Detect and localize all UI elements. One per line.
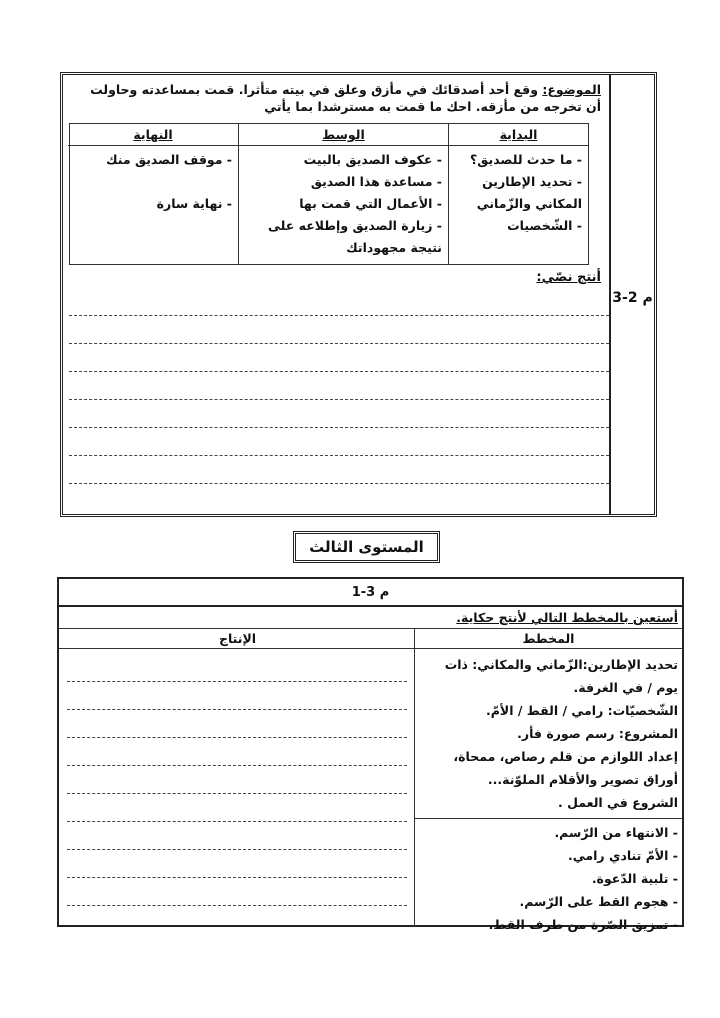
- list-item: - الأعمال التي قمت بها: [299, 196, 442, 211]
- column-header: الوسط: [239, 124, 448, 146]
- column-end: [68, 124, 238, 264]
- writing-line[interactable]: [67, 681, 407, 682]
- writing-line[interactable]: [69, 343, 609, 344]
- plan-table: [59, 629, 682, 932]
- task-content: [63, 75, 611, 514]
- list-item: نتيجة مجهوداتك: [346, 240, 442, 255]
- plan-column: [414, 629, 682, 932]
- production-column: [59, 629, 416, 927]
- list-item: - عكوف الصديق بالبيت: [303, 152, 442, 167]
- task-number-column: [611, 75, 654, 514]
- plan-line: - تمزيق الصّرة من طرف القط.: [488, 917, 678, 932]
- list-item: - مساعدة هذا الصديق: [310, 174, 442, 189]
- plan-line: تحديد الإطارين:الزّماني والمكاني: ذات: [444, 657, 678, 672]
- writing-line[interactable]: [69, 371, 609, 372]
- plan-line: الشّخصيّات: رامي / القط / الأمّ.: [486, 703, 678, 718]
- task-number-label: م 3-1: [59, 579, 682, 607]
- writing-line[interactable]: [67, 821, 407, 822]
- subject-body: وقع أحد أصدقائك في مأزق وعلق في بيته متأثرا. قمت بمساعدته وحاولت أن تخرجه من مأزقه. احك ما قمت به مسترشدا بما يأتي: [90, 82, 601, 114]
- writing-line[interactable]: [69, 455, 609, 456]
- subject-text: [71, 81, 601, 115]
- plan-line: المشروع: رسم صورة فأر.: [517, 726, 678, 741]
- writing-line[interactable]: [67, 793, 407, 794]
- writing-line[interactable]: [69, 483, 609, 484]
- list-item: - زيارة الصديق وإطلاعه على: [268, 218, 442, 233]
- story-plan-box: [57, 577, 684, 932]
- level-title: المستوى الثالث: [293, 531, 440, 563]
- plan-line: - هجوم القط على الرّسم.: [519, 894, 678, 909]
- writing-line[interactable]: [67, 905, 407, 906]
- writing-line[interactable]: [67, 709, 407, 710]
- writing-line[interactable]: [69, 427, 609, 428]
- column-header: النهاية: [68, 124, 238, 146]
- writing-line[interactable]: [67, 849, 407, 850]
- instruction-text: أستعين بالمخطط التالي لأنتج حكاية.: [59, 607, 682, 629]
- writing-line[interactable]: [67, 765, 407, 766]
- writing-line[interactable]: [69, 315, 609, 316]
- writing-line[interactable]: [67, 877, 407, 878]
- list-item: - موقف الصديق منك: [106, 152, 232, 167]
- list-item: - ما حدث للصديق؟: [469, 152, 582, 167]
- writing-line[interactable]: [69, 399, 609, 400]
- list-item: - الشّخصيات: [507, 218, 582, 233]
- plan-line: الشروع في العمل .: [558, 795, 678, 810]
- divider: [415, 818, 682, 819]
- plan-line: إعداد اللوازم من قلم رصاص، ممحاة،: [453, 749, 678, 764]
- column-middle: [238, 124, 448, 264]
- plan-line: يوم / في الغرفة.: [573, 680, 678, 695]
- column-header: المخطط: [415, 629, 682, 649]
- story-structure-table: [69, 123, 589, 265]
- plan-line: - تلبية الدّعوة.: [591, 871, 678, 886]
- column-header: البداية: [449, 124, 588, 146]
- plan-line: - الأمّ تنادي رامي.: [568, 848, 678, 863]
- column-header: الإنتاج: [59, 629, 416, 649]
- writing-line[interactable]: [67, 737, 407, 738]
- writing-task-box: [60, 72, 657, 517]
- plan-line: أوراق تصوير والأقلام الملوّنة...: [487, 772, 678, 787]
- list-item: - تحديد الإطارين: [482, 174, 582, 189]
- plan-line: - الانتهاء من الرّسم.: [554, 825, 678, 840]
- list-item: المكاني والزّماني: [476, 196, 582, 211]
- column-beginning: [448, 124, 588, 264]
- task-number-label: م 2-3: [612, 290, 653, 306]
- produce-label: أنتج نصّي:: [536, 270, 601, 285]
- subject-label: الموضوع:: [542, 82, 601, 97]
- list-item: - نهاية سارة: [156, 196, 232, 211]
